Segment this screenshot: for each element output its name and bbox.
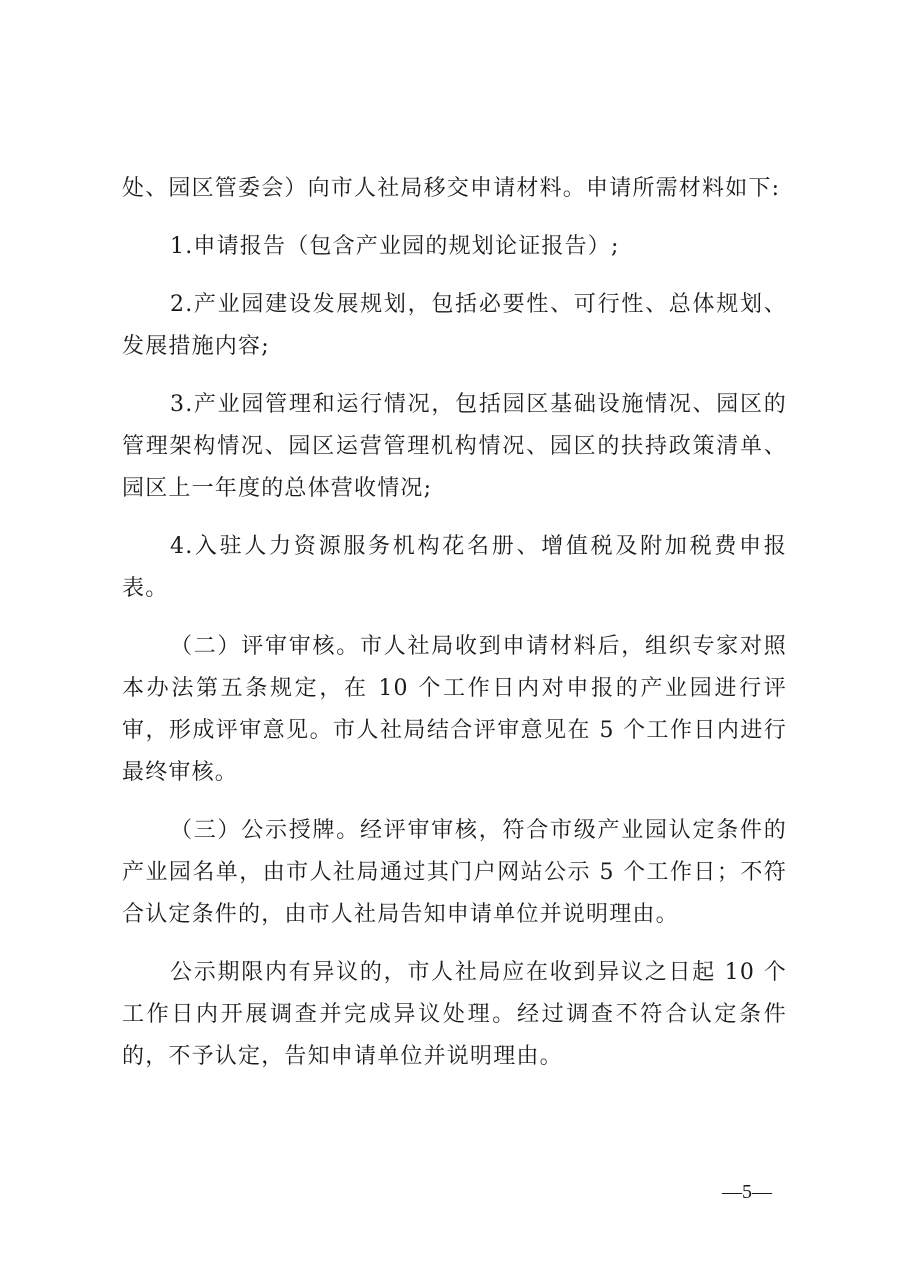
paragraph-item-2: 2.产业园建设发展规划，包括必要性、可行性、总体规划、发展措施内容; bbox=[122, 292, 787, 359]
page-number: —5— bbox=[722, 1181, 772, 1203]
paragraph-item-4: 4.入驻人力资源服务机构花名册、增值税及附加税费申报表。 bbox=[122, 534, 787, 601]
body-text bbox=[122, 168, 787, 1094]
paragraph-item-3: 3.产业园管理和运行情况，包括园区基础设施情况、园区的管理架构情况、园区运营管理机构情况、园区的扶持政策清单、园区上一年度的总体营收情况; bbox=[122, 392, 787, 501]
paragraph-item-1: 1.申请报告（包含产业园的规划论证报告）; bbox=[170, 234, 620, 259]
paragraph-continuation: 处、园区管委会）向市人社局移交申请材料。申请所需材料如下: bbox=[122, 176, 781, 201]
paragraph-review: （二）评审审核。市人社局收到申请材料后，组织专家对照本办法第五条规定，在 10 个工作日内对申报的产业园进行评审，形成评审意见。市人社局结合评审意见在 5 个工作日内进行最终审核。 bbox=[122, 634, 787, 785]
paragraph-objection: 公示期限内有异议的，市人社局应在收到异议之日起 10 个工作日内开展调查并完成异议处理。经过调查不符合认定条件的，不予认定，告知申请单位并说明理由。 bbox=[122, 960, 787, 1069]
paragraph-publicity: （三）公示授牌。经评审审核，符合市级产业园认定条件的产业园名单，由市人社局通过其门户网站公示 5 个工作日；不符合认定条件的，由市人社局告知申请单位并说明理由。 bbox=[122, 818, 787, 927]
